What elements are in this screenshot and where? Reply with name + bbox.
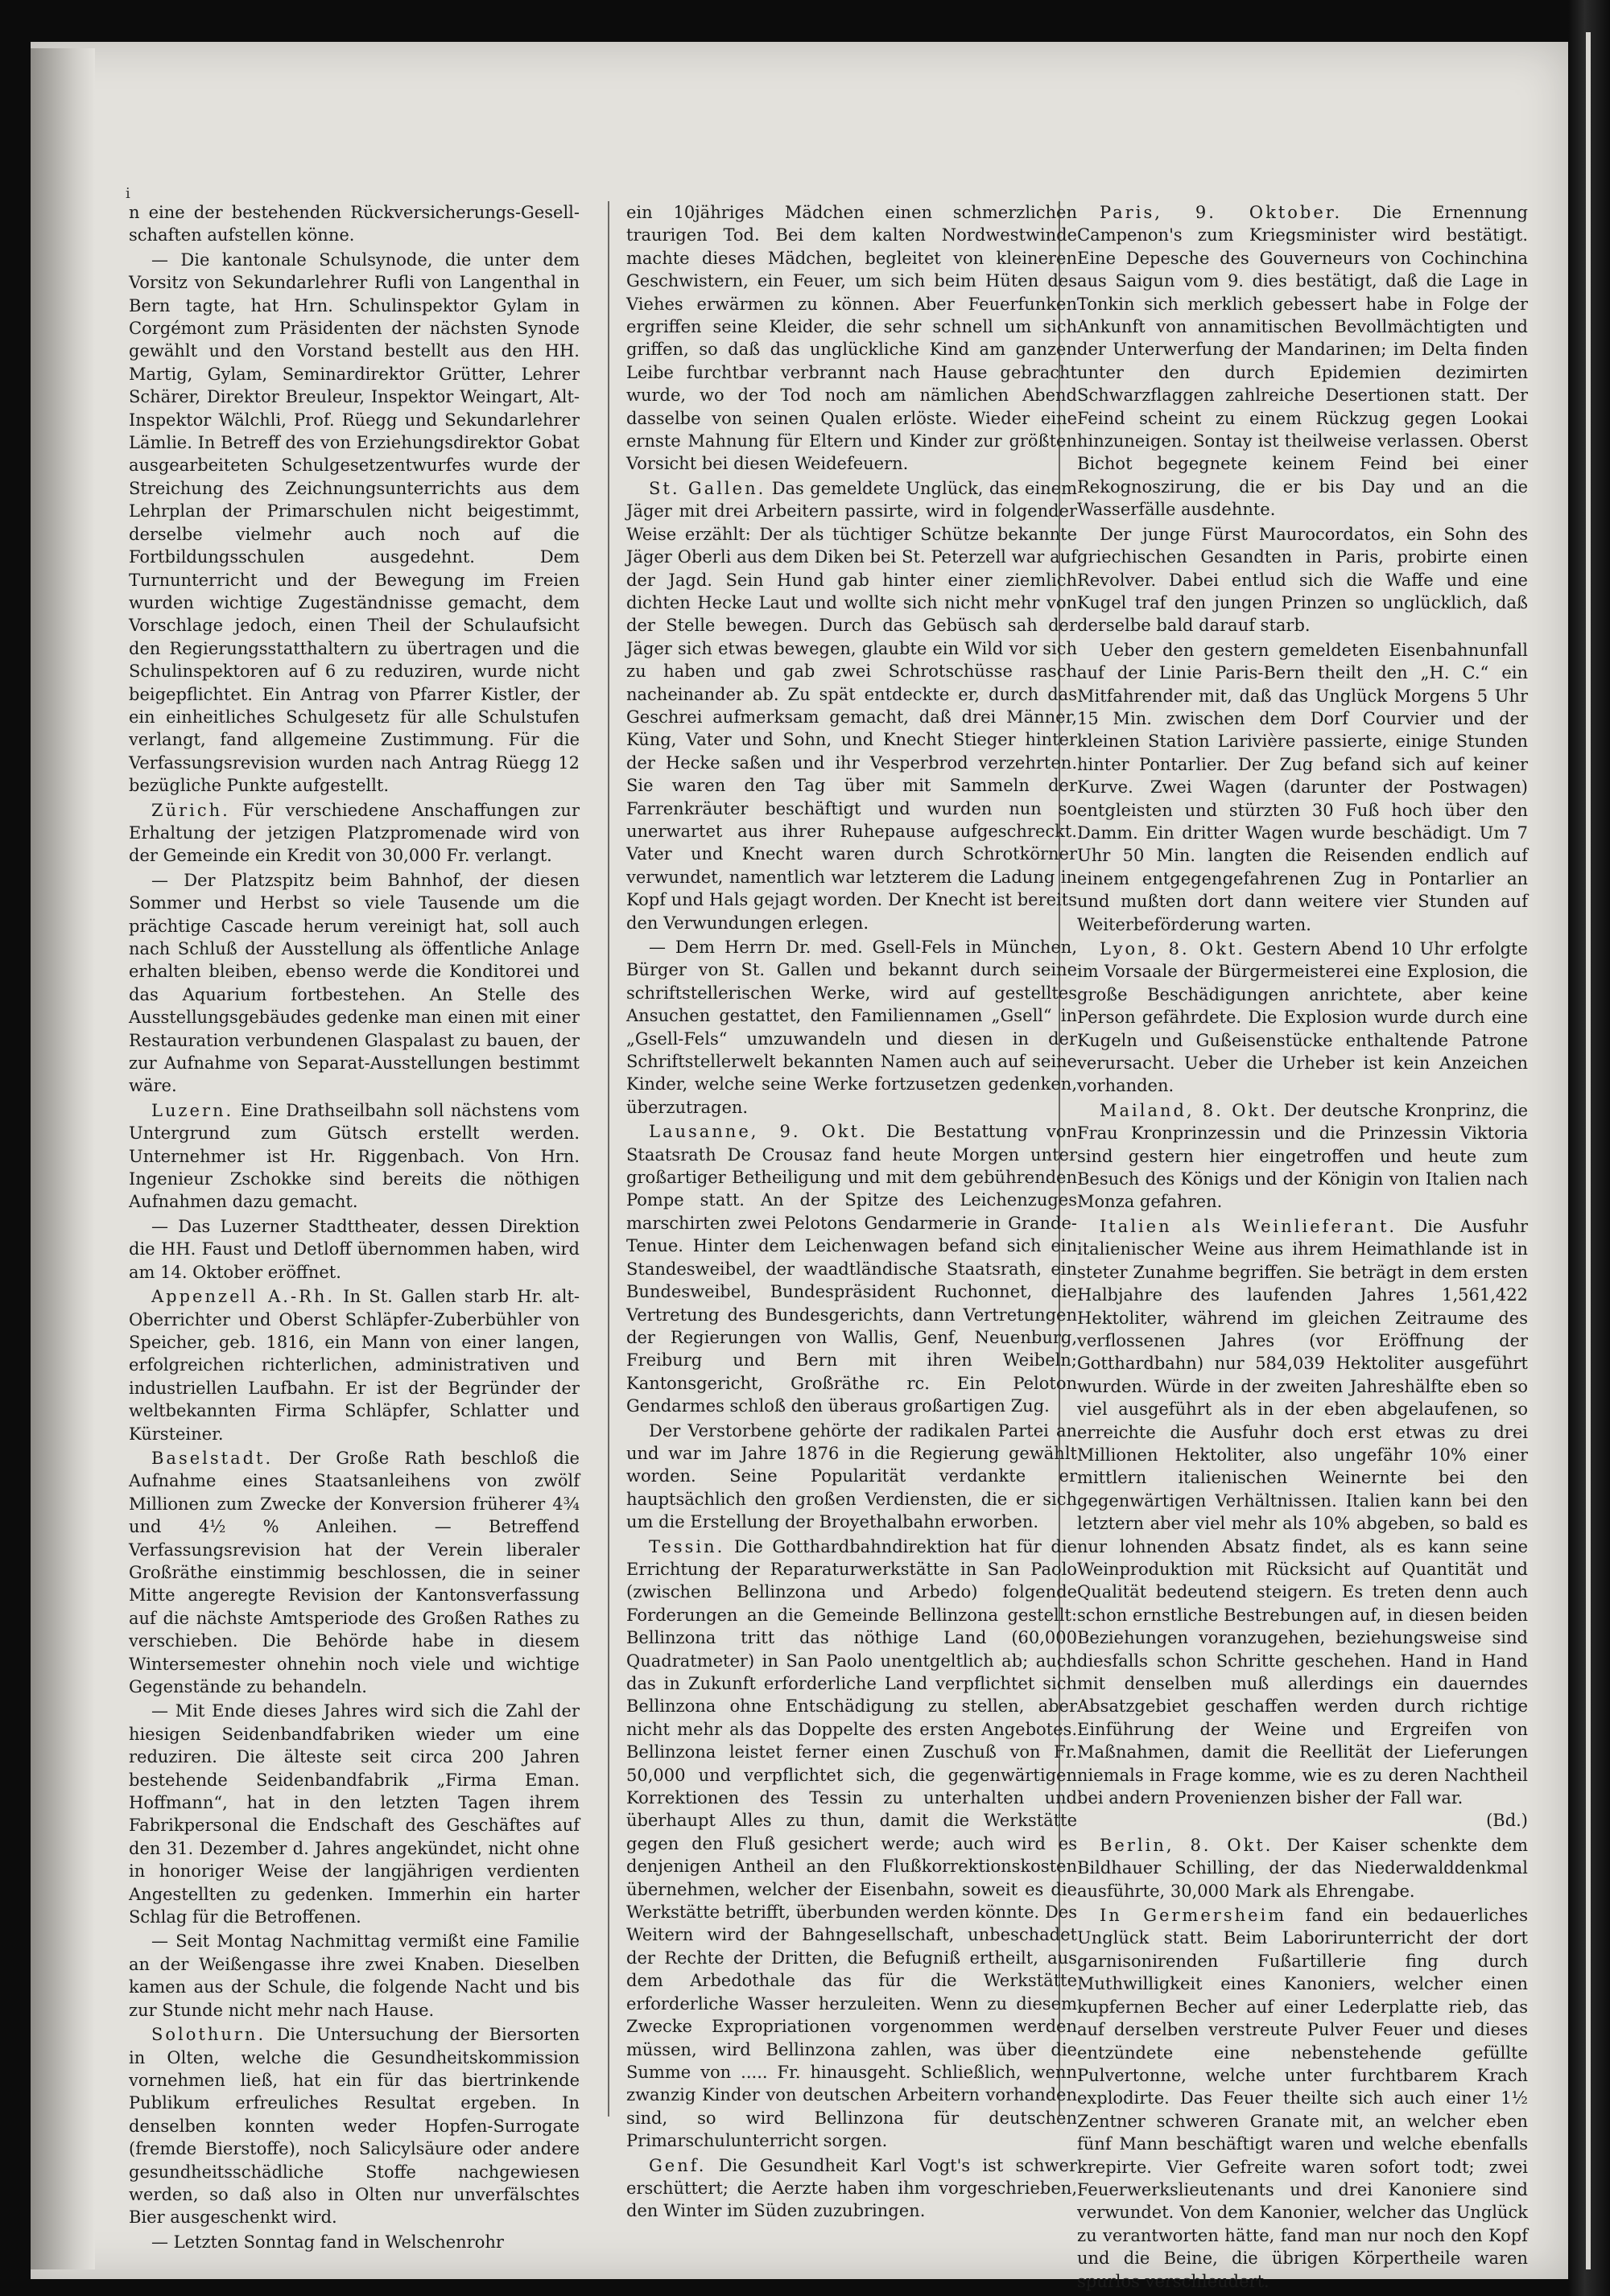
dateline: Lausanne, 9. Okt. xyxy=(649,1122,868,1142)
paragraph-text: Der Große Rath beschloß die Aufnahme eines Staatsanleihens von zwölf Millionen zum Zwecke der Konversion früherer 4¾ und 4½ % Anleihen. — Betreffend Verfassungsrevision hat der Verein liberaler Großräthe einstimmig beschlossen, die in seiner Mitte angeregte Revision der Kantonsverfassung auf die nächste Amtsperiode des Großen Rathes zu verschieben. Die Behörde habe in diesem Wintersemester ohnehin noch viele und wichtige Gegenstände zu behandeln. xyxy=(129,1448,580,1696)
article-paragraph xyxy=(626,477,1077,934)
paragraph-text: Die Gesundheit Karl Vogt's ist schwer erschüttert; die Aerzte haben ihm vorgeschrieben, den Winter im Süden zuzubringen. xyxy=(626,2155,1077,2221)
paragraph-text: Für verschiedene Anschaffungen zur Erhaltung der jetzigen Platzpromenade wird von der Gemeinde ein Kredit von 30,000 Fr. verlangt. xyxy=(129,800,580,866)
article-paragraph xyxy=(1077,1215,1528,1832)
article-paragraph xyxy=(129,799,580,868)
article-paragraph xyxy=(129,249,580,798)
paragraph-text: Der junge Fürst Maurocordatos, ein Sohn des griechischen Gesandten in Paris, probirte einen Revolver. Dabei entlud sich die Waffe und eine Kugel traf den jungen Prinzen so unglücklich, daß derselbe bald darauf starb. xyxy=(1077,524,1528,636)
paragraph-text: fand ein bedauerliches Unglück statt. Beim Laborirunterricht der dort garnisonirenden Fußartillerie fing durch Muthwilligkeit eines Kanoniers, welcher einen kupfernen Becher auf einer Lederplatte rieb, das auf derselben verstreute Pulver Feuer und dieses entzündete eine nebenstehende gefüllte Pulvertonne, welche unter furchtbarem Krach explodirte. Das Feuer theilte sich auch einer 1½ Zentner schweren Granate mit, an welcher eben fünf Mann beschäftigt waren und welche ebenfalls krepirte. Vier Gefreite waren sofort todt; zwei Feuerwerkslieutenants und drei Kanoniere sind verwundet. Von dem Kanonier, welcher das Unglück zu verantworten hätte, fand man nur noch den Kopf und die Beine, die übrigen Körpertheile waren spurlos verschleudert. xyxy=(1077,1906,1528,2291)
article-paragraph xyxy=(129,1700,580,1928)
article-paragraph xyxy=(129,201,580,247)
article-paragraph xyxy=(129,869,580,1098)
article-paragraph xyxy=(1077,1099,1528,1214)
article-paragraph xyxy=(1077,1904,1528,2293)
page-binding-edge xyxy=(31,48,95,2269)
dateline: Mailand, 8. Okt. xyxy=(1100,1100,1278,1120)
article-paragraph xyxy=(129,1215,580,1284)
facing-page-edge xyxy=(1568,0,1610,2296)
paragraph-text: Die Gotthardbahndirektion hat für die Errichtung der Reparaturwerkstätte in San Paolo (zwischen Bellinzona und Arbedo) folgende Forderungen an die Gemeinde Bellinzona gestellt: Bellinzona tritt das nöthige Land (60,000 Quadratmeter) in San Paolo unentgeltlich ab; auch das in Zukunft erforderliche Land verpflichtet sich Bellinzona ohne Entschädigung zu stellen, aber nicht mehr als das Doppelte des ersten Angebotes. Bellinzona leistet ferner einen Zuschuß von Fr. 50,000 und verpflichtet sich, die gegenwärtigen Korrektionen des Tessin zu unterhalten und überhaupt Alles zu thun, damit die Werkstätte gegen den Fluß gesichert werde; auch wird es denjenigen Antheil an den Flußkorrektionskosten übernehmen, welcher der Eisenbahn, soweit es die Werkstätte betrifft, überbunden werden könnte. Des Weitern wird der Bahngesellschaft, unbeschadet der Rechte der Dritten, die Befugniß ertheilt, aus dem Arbedothale das für die Werkstätte erforderliche Wasser herzuleiten. Wenn zu diesem Zwecke Expropriationen vorgenommen werden müssen, wird Bellinzona zahlen, was über die Summe von ..... Fr. hinausgeht. Schließlich, wenn zwanzig Kinder von deutschen Arbeitern vorhanden sind, so wird Bellinzona für deutschen Primarschulunterricht sorgen. xyxy=(626,1536,1077,2151)
dateline: Tessin. xyxy=(649,1536,725,1556)
paragraph-text: Gestern Abend 10 Uhr erfolgte im Vorsaale der Bürgermeisterei eine Explosion, die große Beschädigungen anrichtete, aber keine Person gefährdete. Die Explosion wurde durch eine Kugeln und Gußeisenstücke enthaltende Patrone verursacht. Ueber die Urheber ist kein Anzeichen vorhanden. xyxy=(1077,939,1528,1096)
paragraph-text: Die Ausfuhr italienischer Weine aus ihrem Heimathlande ist in steter Zunahme begriffen. Sie beträgt in dem ersten Halbjahre des laufenden Jahres 1,561,422 Hektoliter, während im gleichen Zeitraume des verflossenen Jahres (vor Eröffnung der Gotthardbahn) nur 584,039 Hektoliter ausgeführt wurden. Würde in der zweiten Jahreshälfte eben so viel ausgeführt als in der eben abgelaufenen, so erreichte die Ausfuhr doch erst etwas zu drei Millionen Hektoliter, also ungefähr 10% einer mittlern italienischen Weinernte bei den gegenwärtigen Verhältnissen. Italien kann bei den letztern aber viel mehr als 10% abgeben, so bald es nur lohnenden Absatz findet, als es kann seine Weinproduktion mit Rücksicht auf Quantität und Qualität bedeutend steigern. Es treten denn auch schon ernstliche Bestrebungen auf, in diesen beiden Beziehungen voranzugehen, beziehungsweise sind diesfalls schon Schritte geschehen. Hand in Hand mit denselben muß allerdings ein dauerndes Absatzgebiet geschaffen werden durch richtige Einführung der Weine und Ergreifen von Maßnahmen, damit die Reellität der Lieferungen niemals in Frage komme, wie es zu deren Nachtheil bei andern Provenienzen bisher der Fall war. xyxy=(1077,1216,1528,1808)
article-paragraph xyxy=(129,1099,580,1214)
paragraph-text: — Dem Herrn Dr. med. Gsell-Fels in München, Bürger von St. Gallen und bekannt durch seine schriftstellerischen Werke, wird auf gestelltes Ansuchen gestattet, den Familiennamen „Gsell“ in „Gsell-Fels“ umzuwandeln und diesen in der Schriftstellerwelt bekannten Namen auch auf seine Kinder, welche seine Werke fortzusetzen gedenken, überzutragen. xyxy=(626,938,1077,1117)
paragraph-text: Ueber den gestern gemeldeten Eisenbahnunfall auf der Linie Paris-Bern theilt den „H. C.“ ein Mitfahrender mit, daß das Unglück Morgens 5 Uhr 15 Min. zwischen dem Dorf Courvier und der kleinen Station Larivière passierte, einige Stunden hinter Pontarlier. Der Zug befand sich auf keiner Kurve. Zwei Wagen (darunter der Postwagen) entgleisten und stürzten 30 Fuß hoch über den Damm. Ein dritter Wagen wurde beschädigt. Um 7 Uhr 50 Min. langten die Reisenden endlich auf einem entgegengefahrenen Zug in Pontarlier an und mußten dort dann weitere vier Stunden auf Weiterbeförderung warten. xyxy=(1077,640,1528,934)
article-paragraph xyxy=(626,1535,1077,2153)
paragraph-text: — Seit Montag Nachmittag vermißt eine Familie an der Weißengasse ihre zwei Knaben. Dieselben kamen aus der Schule, die folgende Nacht und bis zur Stunde nicht mehr nach Hause. xyxy=(129,1931,580,2020)
paragraph-text: Die Bestattung von Staatsrath De Crousaz fand heute Morgen unter großartiger Betheiligung und mit dem gebührenden Pompe statt. An der Spitze des Leichenzuges marschirten zwei Pelotons Gendarmerie in Grande-Tenue. Hinter dem Leichenwagen befand sich ein Standesweibel, der waadtländische Staatsrath, ein Bundesweibel, Bundespräsident Ruchonnet, die Vertretung des Bundesgerichts, dann Vertretungen der Regierungen von Wallis, Genf, Neuenburg, Freiburg und Bern mit ihren Weibeln; Kantonsgericht, Großräthe rc. Ein Peloton Gendarmes schloß den überaus großartigen Zug. xyxy=(626,1122,1077,1416)
paragraph-text: Das gemeldete Unglück, das einem Jäger mit drei Arbeitern passirte, wird in folgender Weise erzählt: Der als tüchtiger Schütze bekannte Jäger Oberli aus dem Diken bei St. Peterzell war auf der Jagd. Sein Hund gab hinter einer ziemlich dichten Hecke Laut und wollte sich nicht mehr von der Stelle bewegen. Durch das Gebüsch sah der Jäger sich etwas bewegen, glaubte ein Wild vor sich zu haben und gab zwei Schrotschüsse rasch nacheinander ab. Zu spät entdeckte er, durch das Geschrei aufmerksam gemacht, daß drei Männer, Küng, Vater und Sohn, und Knecht Stieger hinter der Hecke saßen und ihr Vesperbrod verzehrten. Sie waren den Tag über mit Sammeln der Farrenkräuter beschäftigt und wurden nun so unerwartet aus ihrer Ruhepause aufgeschreckt. Vater und Knecht waren durch Schrotkörner verwundet, namentlich war letzterem die Ladung in Kopf und Hals gejagt worden. Der Knecht ist bereits den Verwundungen erlegen. xyxy=(626,478,1077,933)
paragraph-text: In St. Gallen starb Hr. alt-Oberrichter und Oberst Schläpfer-Zuberbühler von Speicher, geb. 1816, ein Mann von einer langen, erfolgreichen richterlichen, administrativen und industriellen Laufbahn. Er ist der Begründer der weltbekannten Firma Schläpfer, Schlatter und Kürsteiner. xyxy=(129,1287,580,1444)
dateline: Lyon, 8. Okt. xyxy=(1100,939,1246,958)
dateline: Paris, 9. Oktober. xyxy=(1100,203,1343,222)
article-paragraph xyxy=(626,201,1077,476)
paragraph-text: n eine der bestehenden Rückversicherungs-Gesell-schaften aufstellen könne. xyxy=(129,203,580,245)
dateline: Baselstadt. xyxy=(151,1448,274,1468)
paragraph-text: — Mit Ende dieses Jahres wird sich die Zahl der hiesigen Seidenbandfabriken wieder um eine reduziren. Die älteste seit circa 200 Jahren bestehende Seidenbandfabrik „Firma Eman. Hoffmann“, hat in den letzten Tagen ihrem Fabrikpersonal die Endschaft des Geschäftes auf den 31. Dezember d. Jahres angekündet, nicht ohne in honoriger Weise der langjährigen verdienten Angestellten zu gedenken. Immerhin ein harter Schlag für die Betroffenen. xyxy=(129,1701,580,1927)
dateline: Zürich. xyxy=(151,800,230,820)
article-paragraph xyxy=(626,936,1077,1119)
dateline: St. Gallen. xyxy=(649,478,766,498)
dateline: Italien als Weinlieferant. xyxy=(1100,1216,1397,1236)
article-paragraph xyxy=(1077,1834,1528,1902)
column-1 xyxy=(129,201,580,2255)
page-mark: ⅰ xyxy=(126,185,130,202)
column-3 xyxy=(1077,201,1528,2294)
article-paragraph xyxy=(129,1285,580,1445)
dateline: Berlin, 8. Okt. xyxy=(1100,1835,1274,1855)
paragraph-text: Der deutsche Kronprinz, die Frau Kronprinzessin und die Prinzessin Viktoria sind gestern hier eingetroffen und heute zum Besuch des Königs und der Königin von Italien nach Monza gefahren. xyxy=(1077,1100,1528,1212)
paragraph-text: Der Kaiser schenkte dem Bildhauer Schilling, der das Niederwalddenkmal ausführte, 30,000 Mark als Ehrengabe. xyxy=(1077,1835,1528,1901)
dateline: Genf. xyxy=(649,2155,707,2175)
article-paragraph xyxy=(626,2154,1077,2223)
article-paragraph xyxy=(626,1120,1077,1417)
dateline: Appenzell A.-Rh. xyxy=(151,1287,336,1307)
dateline: In Germersheim xyxy=(1100,1906,1287,1926)
paragraph-text: Die Ernennung Campenon's zum Kriegsminister wird bestätigt. Eine Depesche des Gouverneurs von Cochinchina aus Saigun vom 9. dies bestätigt, daß die Lage in Tonkin sich merklich gebessert habe in Folge der Ankunft von annamitischen Bevollmächtigten und der Unterwerfung der Mandarinen; im Delta finden unter den durch Epidemien dezimirten Schwarzflaggen zahlreiche Desertionen statt. Der Feind scheint zu einem Rückzug gegen Lookai hinzuneigen. Sontay ist theilweise verlassen. Oberst Bichot begegnete keinem Feind bei einer Rekognoszirung, die er bis Day und an die Wasserfälle ausdehnte. xyxy=(1077,203,1528,520)
paragraph-text: Der Verstorbene gehörte der radikalen Partei an und war im Jahre 1876 in die Regierung gewählt worden. Seine Popularität verdankte er hauptsächlich den großen Verdiensten, die er sich um die Erstellung der Broyethalbahn erworben. xyxy=(626,1420,1077,1532)
paragraph-text: ein 10jähriges Mädchen einen schmerzlichen traurigen Tod. Bei dem kalten Nordwestwinde machte dieses Mädchen, begleitet von kleineren Geschwistern, ein Feuer, um sich beim Hüten des Viehes erwärmen zu können. Aber Feuerfunken ergriffen seine Kleider, die sehr schnell um sich griffen, so daß das unglückliche Kind am ganzen Leibe furchtbar verbrannt nach Hause gebracht wurde, wo der Tod noch am nämlichen Abend dasselbe von seinen Qualen erlöste. Wieder eine ernste Mahnung für Eltern und Kinder zur größten Vorsicht bei diesen Weidefeuern. xyxy=(626,203,1077,474)
paragraph-text: Eine Drathseilbahn soll nächstens vom Untergrund zum Gütsch erstellt werden. Unternehmer ist Hr. Riggenbach. Von Hrn. Ingenieur Zschokke sind bereits die nöthigen Aufnahmen dazu gemacht. xyxy=(129,1100,580,1212)
paragraph-text: — Die kantonale Schulsynode, die unter dem Vorsitz von Sekundarlehrer Rufli von Langenthal in Bern tagte, hat Hrn. Schulinspektor Gylam in Corgémont zum Präsidenten der nächsten Synode gewählt und den Vorstand bestellt aus den HH. Martig, Gylam, Seminardirektor Grütter, Lehrer Schärer, Direktor Breuleur, Inspektor Weingart, Alt-Inspektor Wälchli, Prof. Rüegg und Sekundarlehrer Lämlie. In Betreff des von Erziehungsdirektor Gobat ausgearbeiteten Schulgesetzentwurfes wurde der Streichung des Zeichnungsunterrichts aus dem Lehrplan der Primarschulen nicht beigestimmt, derselbe vielmehr auch noch auf die Fortbildungsschulen ausgedehnt. Dem Turnunterricht und der Bewegung im Freien wurden wichtige Zugeständnisse gemacht, dem Vorschlage jedoch, einen Theil der Schulaufsicht den Regierungsstatthaltern zu übertragen und die Schulinspektoren auf 6 zu reduziren, wurde nicht beigepflichtet. Ein Antrag von Pfarrer Kistler, der ein einheitliches Schulgesetz für alle Schulstufen verlangt, fand allgemeine Zustimmung. Für die Verfassungsrevision wurden nach Antrag Rüegg 12 bezügliche Punkte aufgestellt. xyxy=(129,249,580,796)
article-paragraph xyxy=(129,1447,580,1698)
paragraph-text: — Der Platzspitz beim Bahnhof, der diesen Sommer und Herbst so viele Tausende um die prächtige Cascade herum vereinigt hat, soll auch nach Schluß der Ausstellung als öffentliche Anlage erhalten bleiben, ebenso werde die Konditorei und das Aquarium fortbestehen. An Stelle des Ausstellungsgebäudes gedenke man einen mit einer Restauration verbundenen Glaspalast zu bauen, der zur Aufnahme von Separat-Ausstellungen bestimmt wäre. xyxy=(129,870,580,1096)
signoff: (Bd.) xyxy=(1486,1811,1528,1831)
dateline: Luzern. xyxy=(151,1100,234,1120)
paragraph-text: — Letzten Sonntag fand in Welschenrohr xyxy=(151,2232,504,2252)
article-paragraph xyxy=(1077,523,1528,637)
column-rule xyxy=(608,201,609,2117)
article-paragraph xyxy=(129,1930,580,2022)
column-2 xyxy=(626,201,1077,2224)
article-paragraph xyxy=(1077,938,1528,1098)
article-paragraph xyxy=(1077,201,1528,521)
article-paragraph xyxy=(129,2231,580,2253)
dateline: Solothurn. xyxy=(151,2025,266,2045)
paragraph-text: — Das Luzerner Stadttheater, dessen Direktion die HH. Faust und Detloff übernommen haben, wird am 14. Oktober eröffnet. xyxy=(129,1216,580,1282)
article-paragraph xyxy=(129,2023,580,2229)
article-paragraph xyxy=(626,1420,1077,1534)
paragraph-text: Die Untersuchung der Biersorten in Olten, welche die Gesundheitskommission vornehmen ließ, hat ein für das biertrinkende Publikum erfreuliches Resultat ergeben. In denselben konnten weder Hopfen-Surrogate (fremde Bierstoffe), noch Salicylsäure oder andere gesundheitsschädliche Stoffe nachgewiesen werden, so daß also in Olten nur unverfälschtes Bier ausgeschenkt wird. xyxy=(129,2025,580,2228)
article-paragraph xyxy=(1077,639,1528,936)
